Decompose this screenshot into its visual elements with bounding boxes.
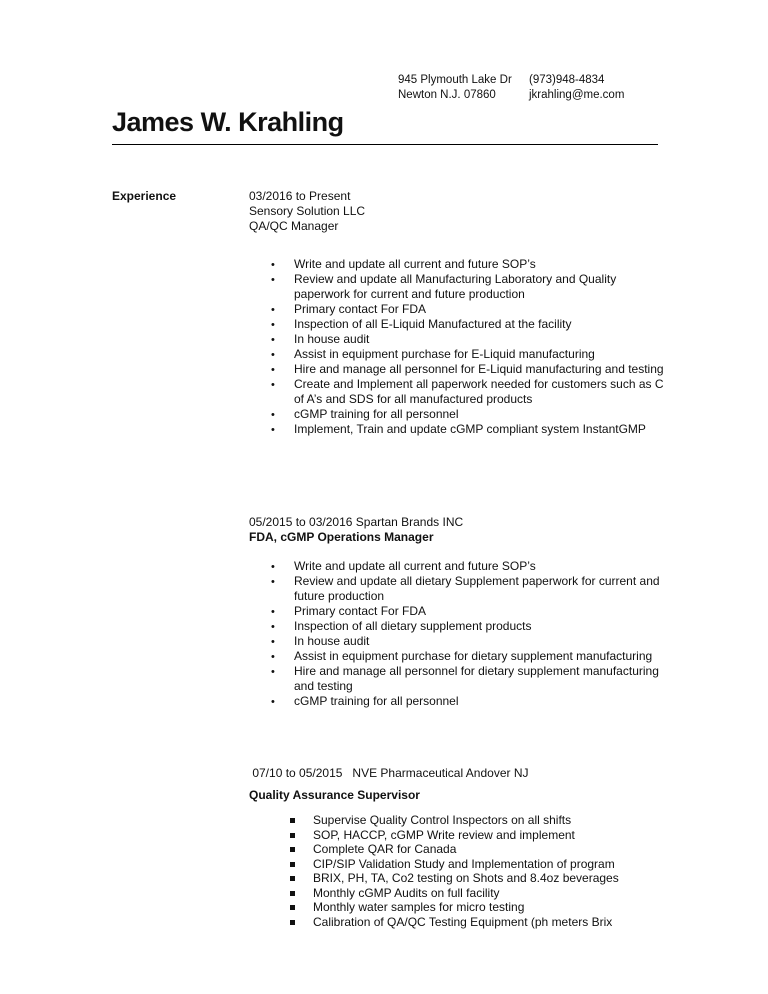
resume-name: James W. Krahling — [112, 107, 344, 137]
phone-number: (973)948-4834 — [529, 74, 605, 86]
list-item: • Inspection of all E-Liquid Manufactured at the facility — [249, 317, 669, 332]
job-title: QA/QC Manager — [249, 219, 339, 233]
square-bullet-icon — [290, 833, 295, 838]
bullet-icon — [271, 377, 281, 393]
list-item: • Primary contact For FDA — [249, 302, 669, 317]
list-item: • Write and update all current and future SOP’s — [249, 257, 669, 272]
job-entry — [249, 189, 669, 437]
square-bullet-icon — [290, 905, 295, 910]
job-company: Sensory Solution LLC — [249, 204, 366, 218]
list-item: Monthly cGMP Audits on full facility — [249, 886, 669, 901]
job-title: FDA, cGMP Operations Manager — [249, 530, 434, 544]
list-item: • Hire and manage all personnel for E-Liquid manufacturing and testing — [249, 362, 669, 377]
list-item: SOP, HACCP, cGMP Write review and implement — [249, 828, 669, 843]
list-item: • cGMP training for all personnel — [249, 407, 669, 422]
list-item: Monthly water samples for micro testing — [249, 900, 669, 915]
contact-block — [529, 73, 624, 102]
address-line-2: Newton N.J. 07860 — [398, 88, 496, 101]
header-divider — [112, 144, 658, 145]
list-item: • Assist in equipment purchase for E-Liquid manufacturing — [249, 347, 669, 362]
job-entry — [249, 515, 669, 709]
bullet-icon — [271, 422, 281, 438]
square-bullet-icon — [290, 862, 295, 867]
job-header: 05/2015 to 03/2016 Spartan Brands INC — [249, 515, 464, 529]
list-item: • In house audit — [249, 634, 669, 649]
bullet-icon — [271, 694, 281, 710]
bullet-icon — [271, 574, 281, 590]
bullet-icon — [271, 407, 281, 423]
job-dates: 03/2016 to Present — [249, 189, 351, 203]
list-item: • Review and update all Manufacturing Laboratory and Quality paperwork for current and future production — [249, 272, 669, 302]
list-item: • Assist in equipment purchase for dietary supplement manufacturing — [249, 649, 669, 664]
experience-label: Experience — [112, 189, 177, 203]
email-address: jkrahling@me.com — [529, 88, 625, 101]
list-item: • Hire and manage all personnel for dietary supplement manufacturing and testing — [249, 664, 669, 694]
list-item: CIP/SIP Validation Study and Implementation of program — [249, 857, 669, 872]
list-item: Calibration of QA/QC Testing Equipment (ph meters Brix — [249, 915, 669, 930]
list-item: • cGMP training for all personnel — [249, 694, 669, 709]
job-duties-list — [249, 813, 669, 929]
bullet-icon — [271, 302, 281, 318]
square-bullet-icon — [290, 818, 295, 823]
bullet-icon — [271, 257, 281, 273]
job-header: 07/10 to 05/2015 NVE Pharmaceutical Andover NJ — [249, 766, 529, 780]
list-item: • Create and Implement all paperwork needed for customers such as C of A’s and SDS for all manufactured products — [249, 377, 669, 407]
bullet-icon — [271, 634, 281, 650]
list-item: BRIX, PH, TA, Co2 testing on Shots and 8.4oz beverages — [249, 871, 669, 886]
square-bullet-icon — [290, 847, 295, 852]
square-bullet-icon — [290, 920, 295, 925]
address-block — [398, 73, 512, 102]
job-entry — [249, 766, 669, 929]
bullet-icon — [271, 649, 281, 665]
list-item: Complete QAR for Canada — [249, 842, 669, 857]
list-item: • Review and update all dietary Supplement paperwork for current and future production — [249, 574, 669, 604]
address-line-1: 945 Plymouth Lake Dr — [398, 74, 512, 86]
bullet-icon — [271, 619, 281, 635]
bullet-icon — [271, 559, 281, 575]
list-item: • Inspection of all dietary supplement products — [249, 619, 669, 634]
bullet-icon — [271, 604, 281, 620]
bullet-icon — [271, 362, 281, 378]
bullet-icon — [271, 272, 281, 288]
list-item: • In house audit — [249, 332, 669, 347]
job-duties-list — [249, 257, 669, 437]
job-title: Quality Assurance Supervisor — [249, 788, 420, 802]
bullet-icon — [271, 347, 281, 363]
list-item: • Primary contact For FDA — [249, 604, 669, 619]
square-bullet-icon — [290, 876, 295, 881]
bullet-icon — [271, 332, 281, 348]
job-duties-list — [249, 559, 669, 709]
bullet-icon — [271, 317, 281, 333]
list-item: Supervise Quality Control Inspectors on all shifts — [249, 813, 669, 828]
square-bullet-icon — [290, 891, 295, 896]
list-item: • Write and update all current and future SOP’s — [249, 559, 669, 574]
list-item: • Implement, Train and update cGMP compliant system InstantGMP — [249, 422, 669, 437]
bullet-icon — [271, 664, 281, 680]
